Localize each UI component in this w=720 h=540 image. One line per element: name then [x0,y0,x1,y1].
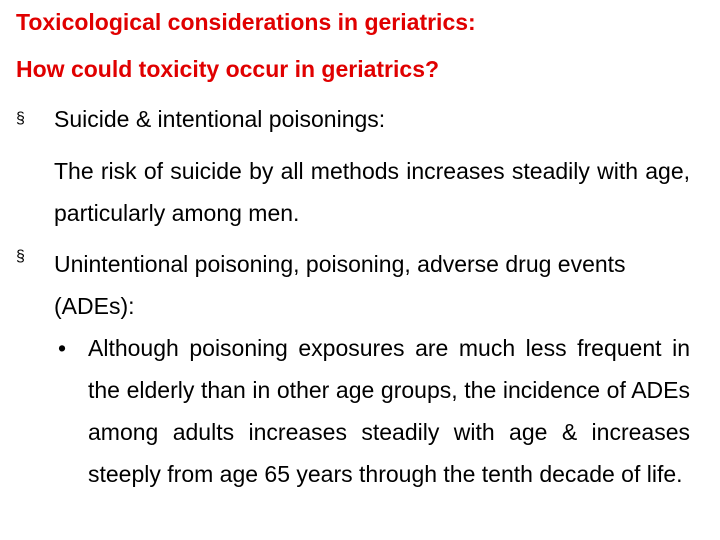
slide-subtitle: How could toxicity occur in geriatrics? [16,56,440,82]
square-bullet-icon: § [16,248,25,265]
dot-bullet-icon: • [58,335,67,361]
bullet-body: The risk of suicide by all methods increases steadily with age, particularly among men. [54,158,690,226]
bullet-label: Suicide & intentional poisonings: [54,106,386,132]
slide-title: Toxicological considerations in geriatrics: [16,9,476,35]
sub-bullet-text: Although poisoning exposures are much less frequent in the elderly than in other age groups, the incidence of ADEs among adults increases steadily with age & increases steeply from age 65 years through the tenth decade of life. [88,335,690,487]
square-bullet-icon: § [16,110,25,127]
bullet-label: Unintentional poisoning, poisoning, adverse drug events (ADEs): [54,251,626,319]
